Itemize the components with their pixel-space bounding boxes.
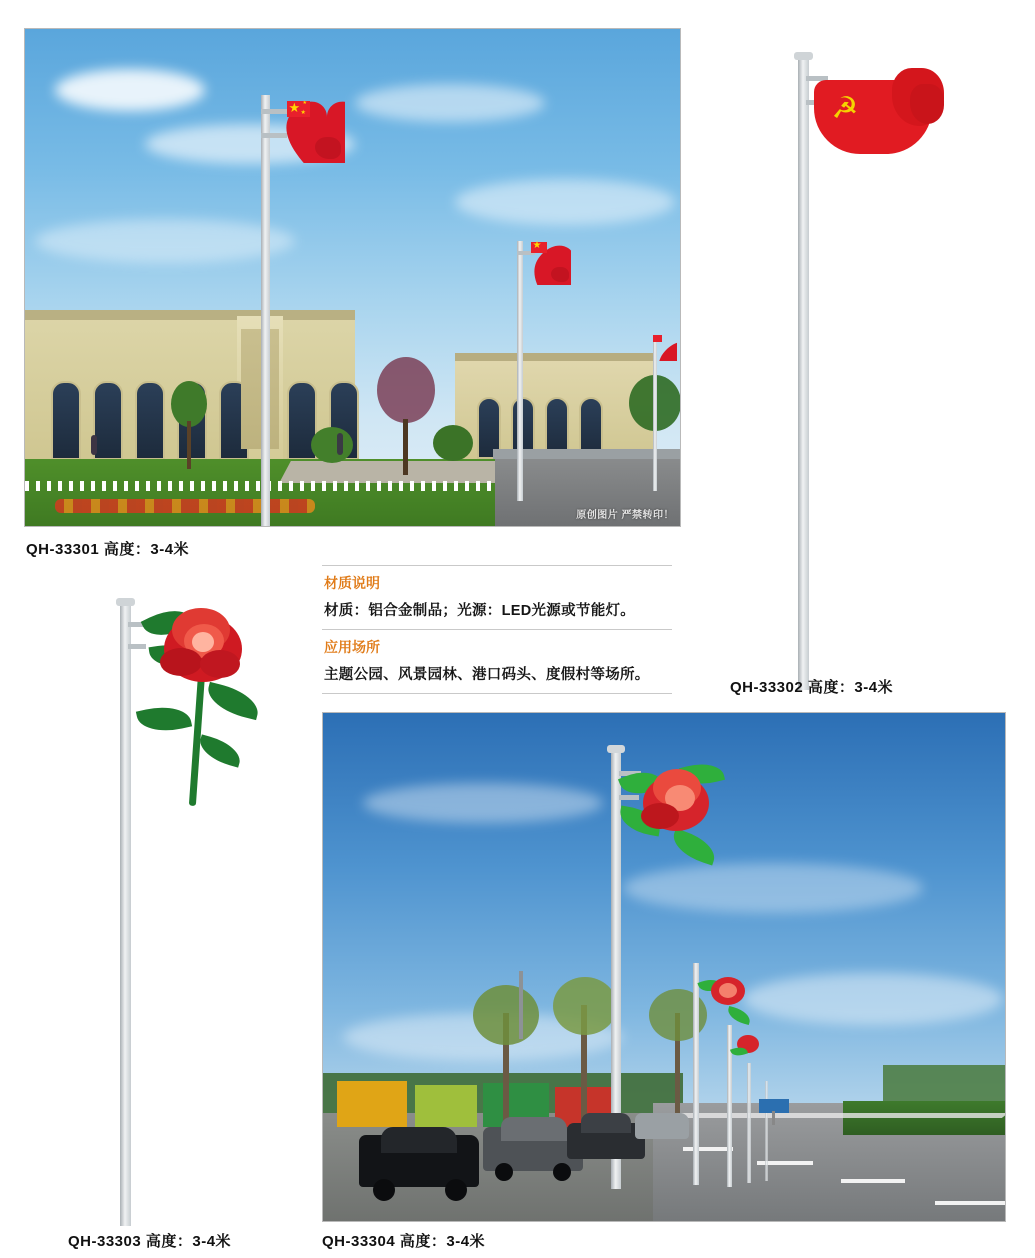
material-title: 材质说明 — [324, 575, 380, 591]
light-pole-far — [747, 1063, 751, 1183]
pole-cap — [794, 52, 813, 60]
peony-leaf — [726, 1006, 753, 1025]
star-icon: ★ — [300, 110, 306, 117]
light-pole — [798, 54, 809, 690]
tree-trunk — [403, 419, 408, 475]
watermark-text: 原创图片 严禁转印！ — [576, 510, 674, 521]
car-roof — [501, 1117, 567, 1141]
material-body: 材质：铝合金制品；光源：LED光源或节能灯。 — [324, 603, 636, 619]
hammer-sickle-icon: ☭ — [831, 92, 859, 125]
cloud-shape — [355, 84, 545, 122]
building-roofline — [25, 310, 355, 320]
cloud-shape — [363, 783, 603, 823]
cloud-shape — [55, 69, 205, 111]
tower-face — [241, 329, 279, 449]
car-roof — [581, 1113, 631, 1133]
light-pole-primary — [261, 95, 270, 527]
heart-relief-detail — [315, 137, 341, 159]
tree-canopy-purple — [377, 357, 435, 423]
pavilion — [337, 1081, 407, 1127]
light-pole-tertiary — [653, 341, 657, 491]
light-pole-secondary — [517, 241, 523, 501]
shrub — [311, 427, 353, 463]
road-edge-line — [650, 1113, 1006, 1118]
window-arch — [93, 381, 123, 460]
peony-ornament — [619, 757, 729, 877]
rose-petal — [160, 648, 202, 676]
tree-canopy — [553, 977, 617, 1035]
divider — [322, 565, 672, 566]
product-photo-qh33303 — [112, 586, 312, 1226]
rose-leaf — [204, 682, 263, 720]
caption-qh33304: QH-33304 高度：3-4米 — [322, 1233, 486, 1250]
rose-leaf — [196, 734, 244, 767]
pedestrian — [91, 435, 97, 455]
product-photo-qh33302 — [790, 30, 980, 680]
heart-flag-ornament — [277, 91, 345, 163]
scene-body: 主题公园、风景园林、港口码头、度假村等场所。 — [324, 667, 650, 683]
caption-qh33303: QH-33303 高度：3-4米 — [68, 1233, 232, 1250]
tree-trunk — [187, 421, 191, 469]
car-wheel — [553, 1163, 571, 1181]
scene-title: 应用场所 — [324, 639, 380, 655]
tree-canopy — [473, 985, 539, 1045]
star-icon: ★ — [532, 240, 542, 251]
rose-petal — [200, 650, 240, 678]
cloud-shape — [35, 219, 295, 263]
green-belt — [843, 1101, 1005, 1135]
car-wheel — [495, 1163, 513, 1181]
product-photo-qh33304 — [322, 712, 1006, 1222]
heart-flag-ornament — [649, 331, 677, 361]
building-right-roofline — [455, 353, 655, 361]
lane-marking — [935, 1201, 1005, 1205]
window-arch — [135, 381, 165, 460]
rose-ornament — [132, 600, 292, 810]
specification-block — [322, 556, 672, 701]
light-pole — [120, 600, 131, 1226]
car-wheel — [373, 1179, 395, 1201]
peony-leaf — [668, 828, 719, 865]
heart-flag-ornament — [525, 235, 571, 285]
flag-panel — [287, 101, 310, 117]
rose-petal-center — [192, 632, 214, 652]
car-wheel — [445, 1179, 467, 1201]
car-roof — [381, 1127, 457, 1153]
lane-marking — [683, 1147, 733, 1151]
caption-qh33301: QH-33301 高度：3-4米 — [26, 541, 190, 558]
divider — [322, 693, 672, 694]
heart-relief-detail — [551, 267, 569, 282]
rose-leaf — [136, 701, 192, 737]
cloud-shape — [743, 973, 1003, 1025]
light-pole-far — [765, 1081, 768, 1181]
pole-cap — [607, 745, 625, 753]
flag-panel — [653, 335, 663, 342]
peony-ornament — [699, 969, 755, 1027]
peony-petal — [641, 803, 679, 829]
peony-ornament — [731, 1031, 765, 1065]
window-arch — [51, 381, 81, 460]
heart-relief-detail — [910, 84, 944, 124]
product-photo-qh33301 — [24, 28, 681, 527]
peony-petal-center — [719, 983, 737, 998]
sign-post — [772, 1111, 775, 1125]
cloud-shape — [455, 179, 675, 225]
caption-qh33302: QH-33302 高度：3-4米 — [730, 679, 894, 696]
star-icon: ★ — [302, 100, 307, 107]
car — [635, 1113, 689, 1139]
party-emblem-heart-ornament — [814, 58, 944, 158]
lane-marking — [841, 1179, 905, 1183]
shrub — [433, 425, 473, 461]
flag-panel — [531, 242, 547, 253]
flower-bed — [55, 499, 315, 513]
star-icon: ★ — [288, 100, 301, 116]
divider — [322, 629, 672, 630]
mast — [519, 971, 523, 1039]
pavilion — [415, 1085, 477, 1127]
pedestrian — [337, 433, 343, 455]
